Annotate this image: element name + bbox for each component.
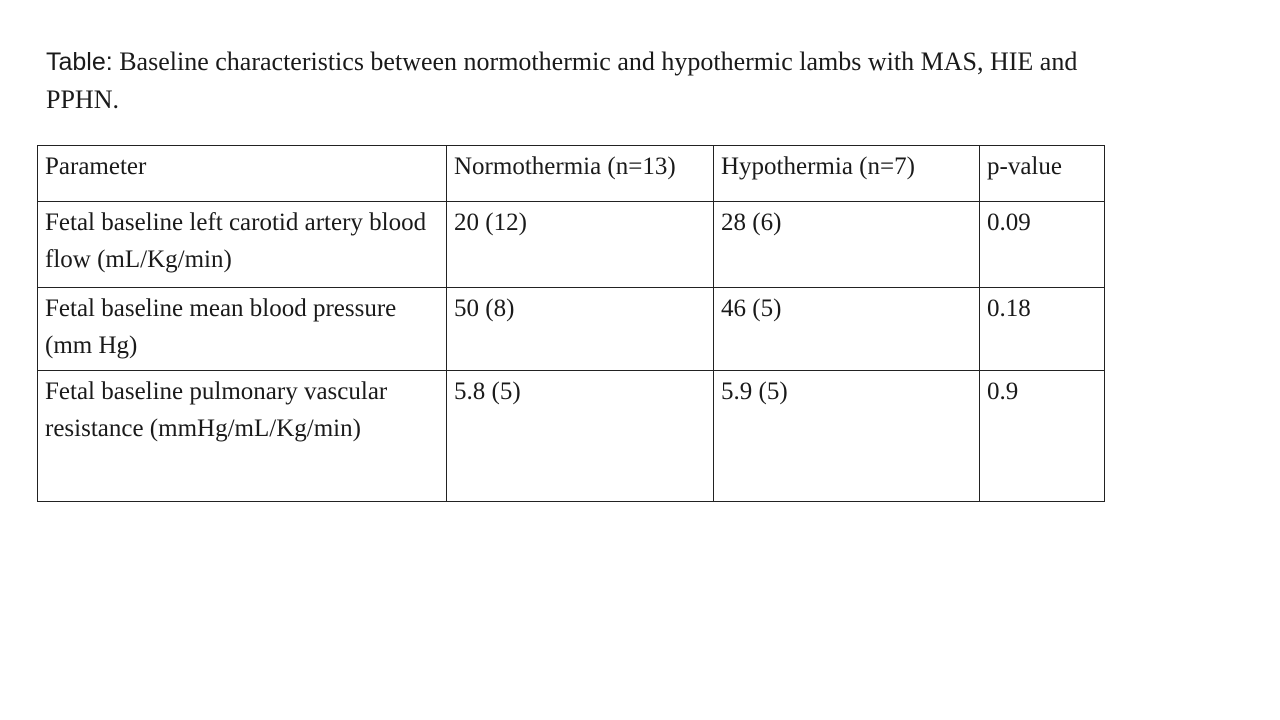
header-p-value: p-value (980, 146, 1105, 202)
cell-p-value: 0.9 (980, 371, 1105, 502)
table-header-row (38, 146, 1105, 202)
cell-hypothermia: 46 (5) (714, 288, 980, 371)
header-normothermia: Normothermia (n=13) (447, 146, 714, 202)
table-row (38, 371, 1105, 502)
header-hypothermia: Hypothermia (n=7) (714, 146, 980, 202)
caption-text: Baseline characteristics between normothermic and hypothermic lambs with MAS, HIE and PPHN. (46, 47, 1078, 114)
caption-label: Table: (46, 48, 113, 76)
cell-parameter: Fetal baseline mean blood pressure (mm Hg) (38, 288, 447, 371)
header-parameter: Parameter (38, 146, 447, 202)
cell-p-value: 0.09 (980, 202, 1105, 288)
cell-normothermia: 50 (8) (447, 288, 714, 371)
table-caption (46, 43, 1126, 118)
baseline-characteristics-table (37, 145, 1105, 502)
table-row (38, 288, 1105, 371)
cell-p-value: 0.18 (980, 288, 1105, 371)
cell-hypothermia: 5.9 (5) (714, 371, 980, 502)
cell-normothermia: 20 (12) (447, 202, 714, 288)
cell-parameter: Fetal baseline left carotid artery blood flow (mL/Kg/min) (38, 202, 447, 288)
cell-parameter: Fetal baseline pulmonary vascular resistance (mmHg/mL/Kg/min) (38, 371, 447, 502)
cell-hypothermia: 28 (6) (714, 202, 980, 288)
cell-normothermia: 5.8 (5) (447, 371, 714, 502)
table-row (38, 202, 1105, 288)
